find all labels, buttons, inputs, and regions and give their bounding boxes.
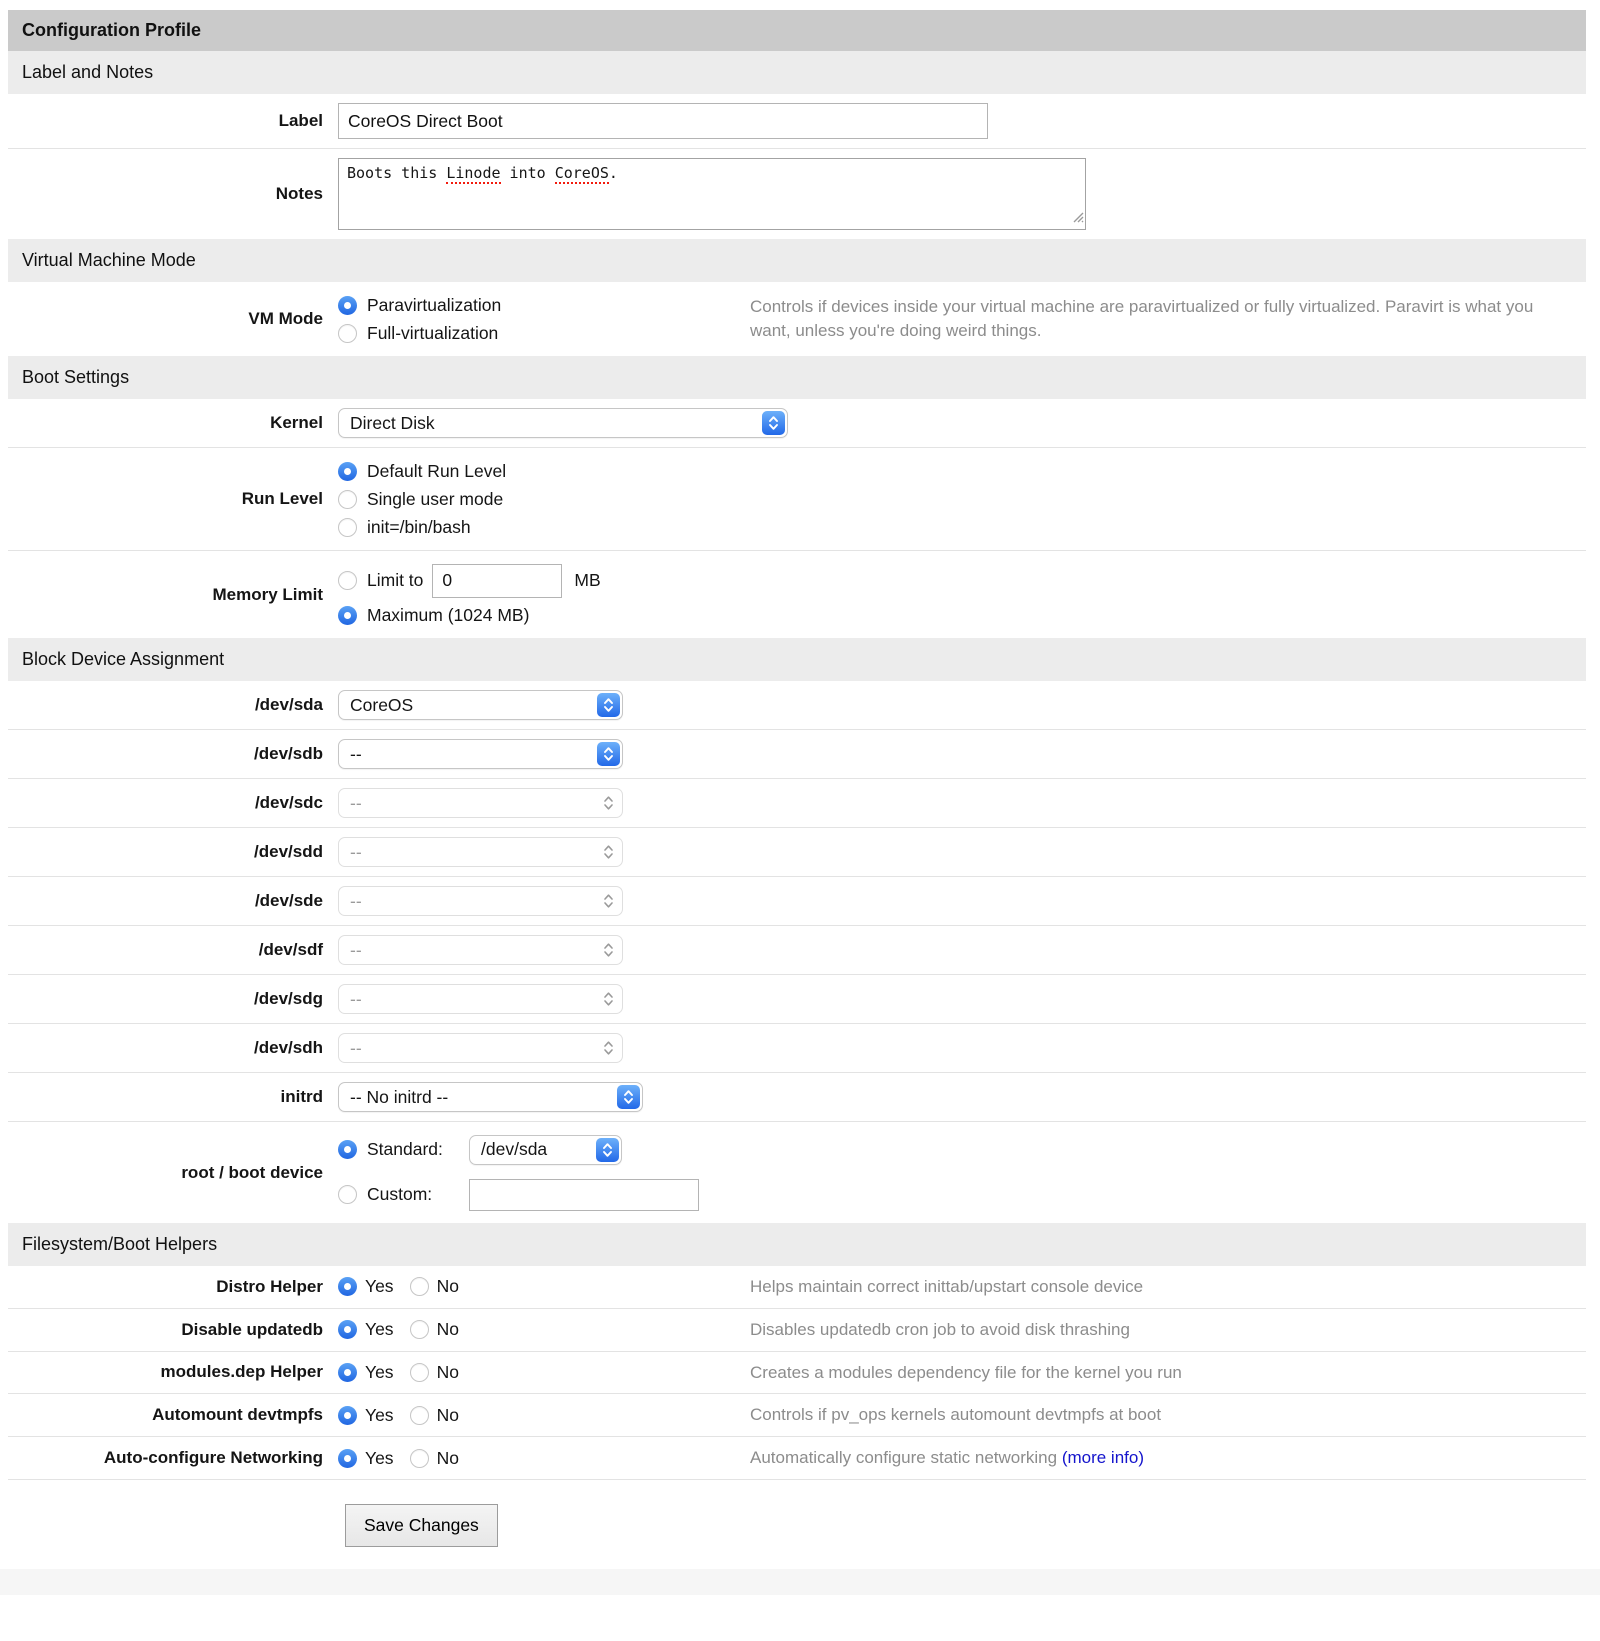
auto-configure-networking-yes-radio[interactable] <box>338 1449 357 1468</box>
dev-sdh-select-wrap <box>338 1033 1586 1063</box>
disable-updatedb-row <box>8 1308 1586 1351</box>
modules-dep-helper-label: modules.dep Helper <box>160 1362 323 1382</box>
single-user-mode-radio[interactable] <box>338 490 357 509</box>
dev-sdd-select <box>338 837 623 867</box>
dev-sdg-row <box>8 974 1586 1023</box>
notes-field-wrap <box>338 158 1586 230</box>
kernel-label: Kernel <box>270 413 323 432</box>
dev-sdb-select[interactable] <box>338 739 623 769</box>
custom-device-radio[interactable] <box>338 1185 357 1204</box>
distro-helper-label: Distro Helper <box>216 1276 323 1296</box>
dev-sde-label: /dev/sde <box>254 891 323 910</box>
initrd-select[interactable] <box>338 1082 643 1112</box>
label-input[interactable] <box>338 103 988 139</box>
dev-sdg-label: /dev/sdg <box>254 989 323 1008</box>
section-filesystem-boot-helpers <box>8 1266 1586 1480</box>
automount-devtmpfs-options <box>338 1405 750 1426</box>
dev-sdc-select-value: -- <box>350 792 362 813</box>
disable-updatedb-no-radio[interactable] <box>410 1320 429 1339</box>
dev-sdf-select-wrap <box>338 935 1586 965</box>
section-header-filesystem-boot-helpers: Filesystem/Boot Helpers <box>8 1223 1586 1266</box>
init-bash-radio[interactable] <box>338 518 357 537</box>
select-arrows-icon <box>597 938 620 962</box>
resize-grip-icon[interactable] <box>1072 208 1084 228</box>
limit-to-label: Limit to <box>367 570 424 590</box>
memory-limit-label: Memory Limit <box>212 584 323 604</box>
dev-sdg-select-value: -- <box>350 988 362 1009</box>
dev-sdf-row <box>8 925 1586 974</box>
yes-label: Yes <box>365 1361 394 1382</box>
memory-limit-input[interactable] <box>432 564 562 598</box>
notes-row <box>8 148 1586 239</box>
notes-text-misspelled: Linode <box>446 164 501 182</box>
select-arrows-icon <box>596 1138 619 1162</box>
section-boot-settings <box>8 399 1586 638</box>
dev-sdd-select-value: -- <box>350 841 362 862</box>
root-boot-device-options <box>338 1131 1586 1214</box>
dev-sde-select <box>338 886 623 916</box>
dev-sdf-select-value: -- <box>350 939 362 960</box>
modules-dep-help-text: Creates a modules dependency file for the kernel you run <box>750 1362 1182 1382</box>
default-run-level-label: Default Run Level <box>367 460 507 481</box>
initrd-select-wrap <box>338 1082 1586 1112</box>
kernel-select[interactable] <box>338 408 788 438</box>
standard-device-select[interactable] <box>469 1135 622 1165</box>
select-arrows-icon <box>597 742 620 766</box>
single-user-mode-label: Single user mode <box>367 488 504 509</box>
notes-field-label: Notes <box>275 184 323 203</box>
paravirtualization-label: Paravirtualization <box>367 294 502 315</box>
full-virtualization-radio[interactable] <box>338 324 357 343</box>
dev-sdc-select-wrap <box>338 788 1586 818</box>
run-level-row <box>8 447 1586 550</box>
root-boot-device-label: root / boot device <box>181 1162 323 1182</box>
paravirtualization-radio[interactable] <box>338 296 357 315</box>
dev-sdc-select <box>338 788 623 818</box>
distro-helper-help-text: Helps maintain correct inittab/upstart console device <box>750 1277 1144 1296</box>
no-label: No <box>436 1447 459 1468</box>
configuration-profile-form <box>8 10 1586 1561</box>
run-level-label: Run Level <box>241 489 323 508</box>
yes-label: Yes <box>365 1447 394 1468</box>
select-arrows-icon <box>597 1036 620 1060</box>
disable-updatedb-label: Disable updatedb <box>181 1319 323 1339</box>
no-label: No <box>436 1276 459 1297</box>
no-label: No <box>436 1319 459 1340</box>
dev-sdf-select <box>338 935 623 965</box>
run-level-option-default[interactable] <box>338 457 1586 485</box>
select-arrows-icon <box>762 411 785 435</box>
maximum-memory-radio[interactable] <box>338 606 357 625</box>
save-row <box>8 1480 1586 1561</box>
memory-unit-label: MB <box>574 570 601 590</box>
limit-to-radio[interactable] <box>338 571 357 590</box>
automount-devtmpfs-help-text: Controls if pv_ops kernels automount devtmpfs at boot <box>750 1405 1162 1425</box>
page-footer-band <box>0 1569 1600 1595</box>
notes-textarea[interactable] <box>338 158 1086 230</box>
notes-text: . <box>608 164 618 182</box>
dev-sdg-select-wrap <box>338 984 1586 1014</box>
automount-devtmpfs-label: Automount devtmpfs <box>152 1405 323 1425</box>
dev-sdd-row <box>8 827 1586 876</box>
memory-limit-option-maximum[interactable] <box>338 601 1586 629</box>
dev-sda-select[interactable] <box>338 690 623 720</box>
dev-sdh-label: /dev/sdh <box>254 1038 323 1057</box>
auto-configure-networking-no-radio[interactable] <box>410 1449 429 1468</box>
memory-limit-options <box>338 560 1586 629</box>
section-header-boot-settings: Boot Settings <box>8 356 1586 399</box>
label-field-wrap <box>338 103 1586 139</box>
more-info-link[interactable]: (more info) <box>1061 1448 1144 1468</box>
vm-mode-options <box>338 291 750 347</box>
vm-mode-option-full-virtualization[interactable] <box>338 319 750 347</box>
dev-sdc-row <box>8 778 1586 827</box>
init-bash-label: init=/bin/bash <box>367 516 471 537</box>
dev-sde-select-value: -- <box>350 890 362 911</box>
dev-sdb-row <box>8 729 1586 778</box>
custom-device-input[interactable] <box>469 1179 699 1211</box>
save-changes-button[interactable]: Save Changes <box>345 1504 498 1547</box>
vm-mode-label: VM Mode <box>248 309 323 328</box>
no-label: No <box>436 1361 459 1382</box>
dev-sdb-label: /dev/sdb <box>254 744 323 763</box>
select-arrows-icon <box>597 889 620 913</box>
dev-sda-label: /dev/sda <box>254 695 323 714</box>
distro-helper-options <box>338 1276 750 1297</box>
section-header-virtual-machine-mode: Virtual Machine Mode <box>8 239 1586 282</box>
memory-limit-row <box>8 550 1586 638</box>
auto-configure-networking-label: Auto-configure Networking <box>103 1448 323 1468</box>
section-header-label-and-notes: Label and Notes <box>8 51 1586 94</box>
standard-device-radio[interactable] <box>338 1140 357 1159</box>
vm-mode-row <box>8 282 1586 356</box>
run-level-option-init-bash[interactable] <box>338 513 1586 541</box>
initrd-select-value: -- No initrd -- <box>350 1086 449 1107</box>
yes-label: Yes <box>365 1319 394 1340</box>
vm-mode-option-paravirtualization[interactable] <box>338 291 750 319</box>
page-title: Configuration Profile <box>8 10 1586 51</box>
dev-sdb-select-value: -- <box>350 743 362 764</box>
label-row <box>8 94 1586 148</box>
section-header-block-device-assignment: Block Device Assignment <box>8 638 1586 681</box>
root-device-option-custom[interactable] <box>338 1175 1586 1214</box>
disable-updatedb-options <box>338 1319 750 1340</box>
full-virtualization-label: Full-virtualization <box>367 322 499 343</box>
automount-devtmpfs-yes-radio[interactable] <box>338 1406 357 1425</box>
modules-dep-yes-radio[interactable] <box>338 1363 357 1382</box>
distro-helper-row <box>8 1266 1586 1308</box>
run-level-options <box>338 457 1586 541</box>
dev-sda-select-wrap <box>338 690 1586 720</box>
select-arrows-icon <box>597 840 620 864</box>
dev-sdd-label: /dev/sdd <box>254 842 323 861</box>
dev-sdg-select <box>338 984 623 1014</box>
dev-sdb-select-wrap <box>338 739 1586 769</box>
auto-configure-help-static: Automatically configure static networking <box>750 1448 1062 1468</box>
dev-sda-select-value: CoreOS <box>350 694 414 715</box>
modules-dep-helper-options <box>338 1362 750 1383</box>
disable-updatedb-help-text: Disables updatedb cron job to avoid disk thrashing <box>750 1319 1130 1339</box>
custom-device-label: Custom: <box>367 1184 433 1204</box>
auto-configure-networking-options <box>338 1448 750 1469</box>
disable-updatedb-yes-radio[interactable] <box>338 1320 357 1339</box>
auto-configure-networking-row <box>8 1436 1586 1479</box>
auto-configure-networking-help-text <box>750 1446 1586 1470</box>
select-arrows-icon <box>597 791 620 815</box>
notes-text: Boots this <box>347 164 447 182</box>
standard-device-label: Standard: <box>367 1139 443 1159</box>
notes-text: into <box>500 164 555 182</box>
automount-devtmpfs-no-radio[interactable] <box>410 1406 429 1425</box>
dev-sda-row <box>8 681 1586 729</box>
section-block-device-assignment <box>8 681 1586 1223</box>
automount-devtmpfs-row <box>8 1393 1586 1436</box>
yes-label: Yes <box>365 1404 394 1425</box>
memory-limit-option-limit[interactable] <box>338 560 1586 601</box>
initrd-label: initrd <box>280 1087 323 1106</box>
select-arrows-icon <box>617 1085 640 1109</box>
modules-dep-helper-row <box>8 1351 1586 1394</box>
root-boot-device-row <box>8 1121 1586 1223</box>
yes-label: Yes <box>365 1276 394 1297</box>
maximum-memory-label: Maximum (1024 MB) <box>367 604 530 625</box>
dev-sdh-select <box>338 1033 623 1063</box>
dev-sde-row <box>8 876 1586 925</box>
dev-sdf-label: /dev/sdf <box>258 940 323 959</box>
standard-device-select-value: /dev/sda <box>481 1139 548 1159</box>
run-level-option-single-user[interactable] <box>338 485 1586 513</box>
default-run-level-radio[interactable] <box>338 462 357 481</box>
modules-dep-no-radio[interactable] <box>410 1363 429 1382</box>
dev-sdh-select-value: -- <box>350 1037 362 1058</box>
dev-sdh-row <box>8 1023 1586 1072</box>
dev-sde-select-wrap <box>338 886 1586 916</box>
distro-helper-yes-radio[interactable] <box>338 1277 357 1296</box>
vm-mode-help-text: Controls if devices inside your virtual machine are paravirtualized or fully virtualized. Paravirt is what you want, unless you're doing weird things. <box>750 297 1534 340</box>
dev-sdc-label: /dev/sdc <box>254 793 323 812</box>
label-field-label: Label <box>278 111 323 130</box>
no-label: No <box>436 1404 459 1425</box>
initrd-row <box>8 1072 1586 1121</box>
kernel-row <box>8 399 1586 447</box>
distro-helper-no-radio[interactable] <box>410 1277 429 1296</box>
root-device-option-standard[interactable] <box>338 1131 1586 1168</box>
select-arrows-icon <box>597 693 620 717</box>
section-virtual-machine-mode <box>8 282 1586 356</box>
kernel-select-wrap <box>338 408 1586 438</box>
section-label-and-notes <box>8 94 1586 239</box>
kernel-select-value: Direct Disk <box>350 412 435 433</box>
select-arrows-icon <box>597 987 620 1011</box>
notes-text-misspelled: CoreOS <box>554 164 609 182</box>
dev-sdd-select-wrap <box>338 837 1586 867</box>
